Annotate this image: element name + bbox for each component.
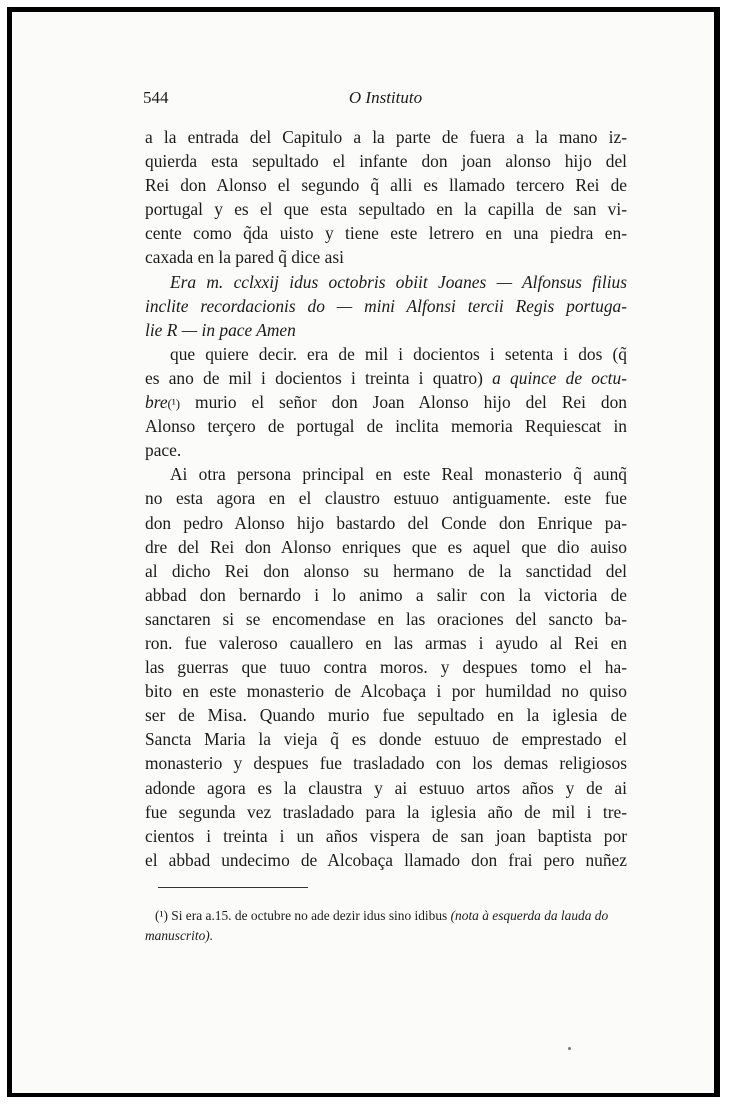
italic-span: a quince de octu-: [492, 367, 627, 388]
text-line: quierda esta sepultado el infante don joan alonso hijo del: [145, 151, 627, 172]
text-line: Sancta Maria la vieja q̃ es donde estuuo de emprestado el: [145, 729, 627, 750]
text-line: cientos i treinta i un años vispera de san joan baptista por: [145, 825, 627, 846]
text-line: cente como q̃da uisto y tiene este letrero en una piedra en-: [145, 223, 627, 244]
text-line: las guerras que tuuo contra moros. y despues tomo el ha-: [145, 657, 627, 678]
footnote-marker: (¹): [155, 908, 168, 923]
text-line: al dicho Rei don alonso su hermano de la sanctidad del: [145, 560, 627, 581]
page-number: 544: [143, 88, 169, 107]
text-line: fue segunda vez trasladado para la iglesia año de mil i tre-: [145, 801, 627, 822]
inscription-line: inclite recordacionis do — mini Alfonsi tercii Regis portuga-: [145, 295, 627, 316]
text-line: el abbad undecimo de Alcobaça llamado don frai pero nuñez: [145, 849, 627, 870]
text-line: Rei don Alonso el segundo q̃ alli es llamado tercero Rei de: [145, 175, 627, 196]
text-line: Alonso terçero de portugal de inclita memoria Requiescat in: [145, 416, 627, 437]
text-line: que quiere decir. era de mil i docientos i setenta i dos (q̃: [170, 343, 627, 364]
page-header: [143, 88, 628, 114]
text-line: [145, 390, 627, 414]
footnote: [145, 906, 627, 946]
text-line: ron. fue valeroso cauallero en las armas i ayudo al Rei en: [145, 632, 627, 653]
text-line: bito en este monasterio de Alcobaça i por humildad no quiso: [145, 681, 627, 702]
inscription-line: Era m. cclxxij idus octobris obiit Joanes — Alfonsus filius: [170, 271, 627, 292]
text-line: no esta agora en el claustro estuuo antiguamente. este fue: [145, 488, 627, 509]
text-line: dre del Rei don Alonso enriques que es aquel que dio auiso: [145, 536, 627, 557]
text-span: es ano de mil i docientos i treinta i quatro): [145, 367, 483, 388]
text-line: ser de Misa. Quando murio fue sepultado en la iglesia de: [145, 705, 627, 726]
text-line: pace.: [145, 440, 182, 461]
text-line: sanctaren si se encomendase en las oraciones del sancto ba-: [145, 608, 627, 629]
paper-speck: [568, 1047, 571, 1050]
text-span: murio el señor don Joan Alonso hijo del Rei don: [195, 392, 627, 413]
italic-span: bre: [145, 392, 168, 413]
text-line: a la entrada del Capitulo a la parte de fuera a la mano iz-: [145, 127, 627, 147]
text-line: portugal y es el que esta sepultado en la capilla de san vi-: [145, 199, 627, 220]
inscription-line: lie R — in pace Amen: [145, 319, 296, 340]
text-line: monasterio y despues fue trasladado con los demas religiosos: [145, 753, 627, 774]
text-line: Ai otra persona principal en este Real monasterio q̃ aunq̃: [170, 464, 627, 485]
running-title: O Instituto: [348, 88, 423, 107]
footnote-note: (nota à esquerda da lauda do manuscrito).: [145, 908, 609, 943]
text-line: adonde agora es la claustra y ai estuuo artos años y de ai: [145, 777, 627, 798]
footnote-ref[interactable]: (¹): [167, 396, 181, 412]
footnote-divider: [158, 887, 308, 888]
text-line: [145, 366, 627, 390]
body-text: [145, 125, 627, 872]
text-line: don pedro Alonso hijo bastardo del Conde don Enrique pa-: [145, 512, 627, 533]
text-line: abbad don bernardo i lo animo a salir con la victoria de: [145, 584, 627, 605]
footnote-text: Si era a.15. de octubre no ade dezir idus sino idibus: [171, 908, 448, 923]
text-line: caxada en la pared q̃ dice asi: [145, 247, 344, 268]
